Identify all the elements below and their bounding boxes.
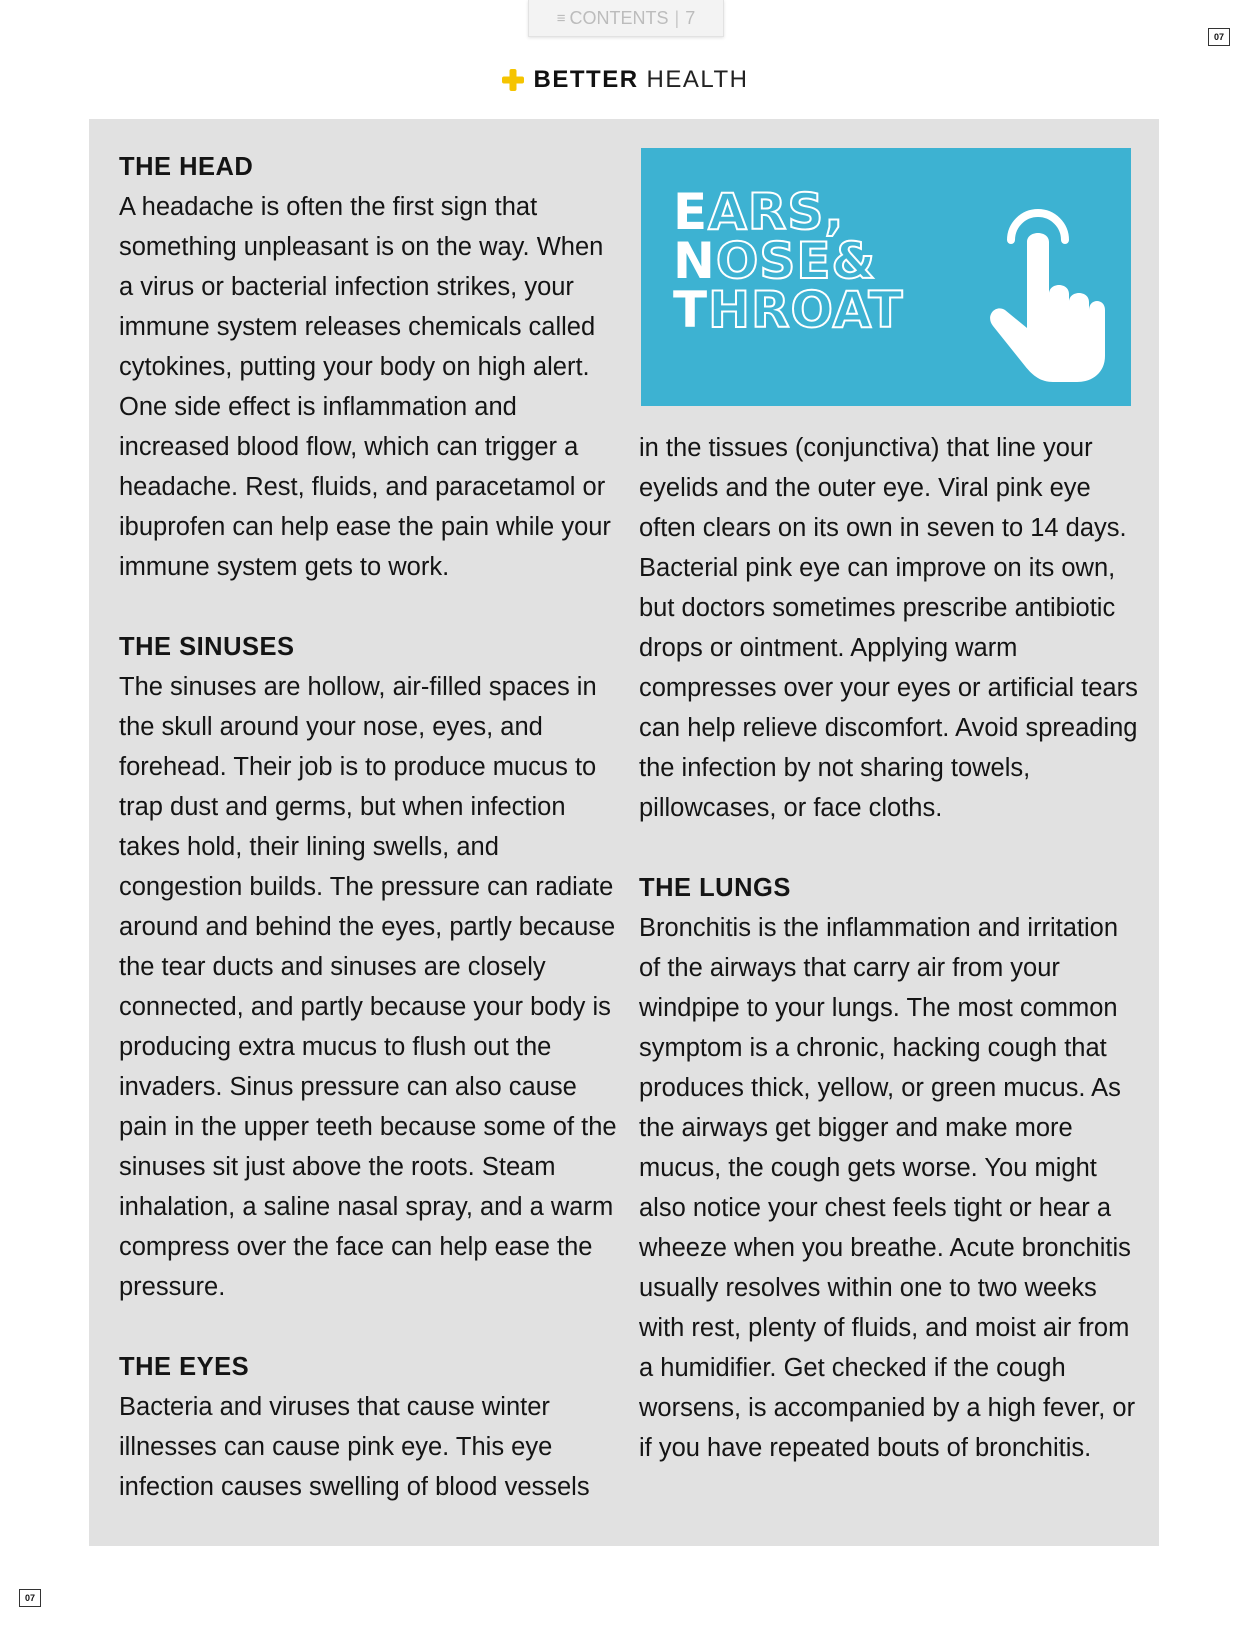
- heading-eyes: THE EYES: [119, 1353, 250, 1381]
- pointing-hand-icon: [981, 206, 1111, 386]
- section-masthead: [0, 62, 1250, 98]
- menu-icon: ≡: [556, 9, 566, 27]
- contents-label: CONTENTS: [569, 7, 669, 28]
- body-eyes-part1: Bacteria and viruses that cause winter illnesses can cause pink eye. This eye infection causes swelling of blood vessels: [119, 1393, 590, 1501]
- article-panel: [89, 119, 1159, 1546]
- contents-page-number: 7: [685, 7, 696, 28]
- heading-head: THE HEAD: [119, 153, 254, 181]
- masthead-light: HEALTH: [646, 66, 749, 93]
- heading-sinuses: THE SINUSES: [119, 633, 295, 661]
- promo-title: [673, 183, 904, 339]
- page-number-badge-top: 07: [1208, 28, 1230, 46]
- right-column: [639, 428, 1139, 1468]
- promo-title-line: EARS,: [673, 183, 845, 241]
- contents-button[interactable]: [528, 0, 724, 37]
- promo-title-line: THROAT: [673, 281, 904, 339]
- masthead-strong: BETTER: [533, 66, 639, 93]
- left-column: [119, 147, 619, 1507]
- page-number-badge-bottom: 07: [19, 1589, 41, 1607]
- body-head: A headache is often the first sign that something unpleasant is on the way. When a virus or bacterial infection strikes, your immune system releases chemicals called cytokines, putting your body on high alert. One side effect is inflammation and increased blood flow, which can trigger a headache. Rest, fluids, and paracetamol or ibuprofen can help ease the pain while your immune system gets to work.: [119, 193, 611, 581]
- divider: |: [674, 7, 680, 28]
- body-eyes-part2: in the tissues (conjunctiva) that line your eyelids and the outer eye. Viral pink eye often clears on its own in seven to 14 days. Bacterial pink eye can improve on its own, but doctors sometimes prescribe antibiotic drops or ointment. Applying warm compresses over your eyes or artificial tears can help relieve discomfort. Avoid spreading the infection by not sharing towels, pillowcases, or face cloths.: [639, 434, 1138, 822]
- promo-title-line: NOSE&: [673, 232, 877, 290]
- plus-icon: [502, 69, 524, 91]
- ent-promo-banner[interactable]: [641, 148, 1131, 406]
- heading-lungs: THE LUNGS: [639, 874, 791, 902]
- body-sinuses: The sinuses are hollow, air-filled spaces in the skull around your nose, eyes, and forehead. Their job is to produce mucus to trap dust and germs, but when infection takes hold, their lining swells, and congestion builds. The pressure can radiate around and behind the eyes, partly because the tear ducts and sinuses are closely connected, and partly because your body is producing extra mucus to flush out the invaders. Sinus pressure can also cause pain in the upper teeth because some of the sinuses sit just above the roots. Steam inhalation, a saline nasal spray, and a warm compress over the face can help ease the pressure.: [119, 673, 617, 1301]
- body-lungs: Bronchitis is the inflammation and irritation of the airways that carry air from your windpipe to your lungs. The most common symptom is a chronic, hacking cough that produces thick, yellow, or green mucus. As the airways get bigger and make more mucus, the cough gets worse. You might also notice your chest feels tight or hear a wheeze when you breathe. Acute bronchitis usually resolves within one to two weeks with rest, plenty of fluids, and moist air from a humidifier. Get checked if the cough worsens, is accompanied by a high fever, or if you have repeated bouts of bronchitis.: [639, 914, 1136, 1462]
